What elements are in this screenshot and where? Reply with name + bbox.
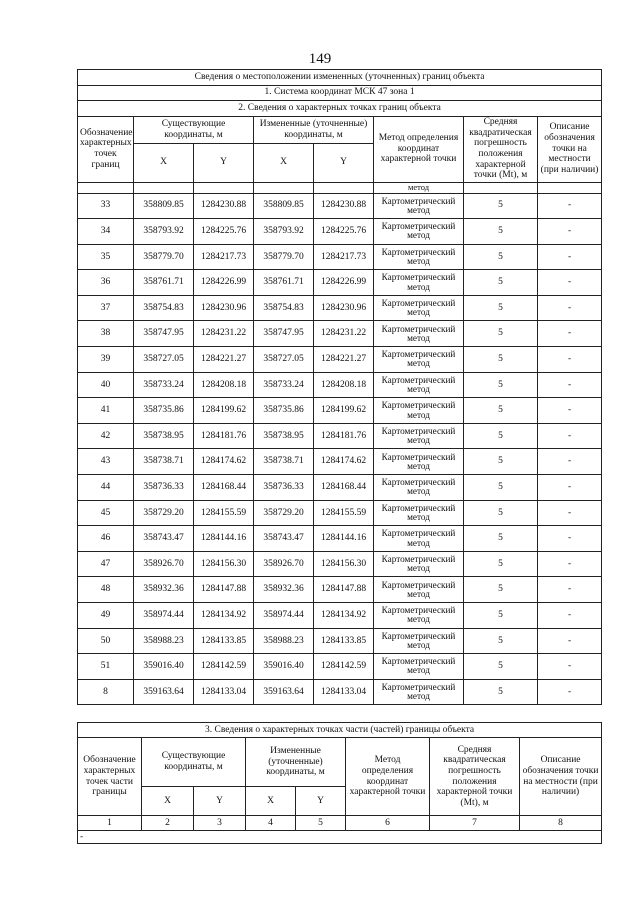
column-number: 1 <box>78 816 142 831</box>
existing-y-cell: 1284134.92 <box>194 603 254 629</box>
existing-x-cell: 358735.86 <box>134 398 194 424</box>
changed-x-cell: 358754.83 <box>254 295 314 321</box>
changed-y-cell: 1284155.59 <box>314 500 374 526</box>
method-cell: Картометрический метод <box>374 193 464 219</box>
existing-y-cell: 1284156.30 <box>194 551 254 577</box>
existing-x-cell: 358809.85 <box>134 193 194 219</box>
error-cell: 5 <box>464 321 538 347</box>
method-cell: Картометрический метод <box>374 270 464 296</box>
error-cell: 5 <box>464 551 538 577</box>
description-cell: - <box>538 679 602 705</box>
changed-y-cell: 1284226.99 <box>314 270 374 296</box>
changed-x-cell: 358738.71 <box>254 449 314 475</box>
point-cell: 39 <box>78 347 134 373</box>
coordinate-system: 1. Система координат МСК 47 зона 1 <box>78 85 602 101</box>
point-cell: 46 <box>78 526 134 552</box>
method-cell: Картометрический метод <box>374 244 464 270</box>
existing-y-cell: 1284155.59 <box>194 500 254 526</box>
table-row <box>78 423 602 449</box>
existing-y-cell: 1284199.62 <box>194 398 254 424</box>
existing-x-cell: 358743.47 <box>134 526 194 552</box>
changed-y-cell: 1284156.30 <box>314 551 374 577</box>
existing-x-cell: 358761.71 <box>134 270 194 296</box>
table-row <box>78 244 602 270</box>
header-existing-coords: Существующие координаты, м <box>134 116 254 143</box>
description-cell: - <box>538 423 602 449</box>
changed-y-cell: 1284231.22 <box>314 321 374 347</box>
parts-header-changed-coords: Измененные (уточненные) координаты, м <box>246 738 346 787</box>
parts-header-description: Описание обозначения точки на местности (при наличии) <box>520 738 602 816</box>
error-cell: 5 <box>464 423 538 449</box>
table-row <box>78 398 602 424</box>
description-cell: - <box>538 500 602 526</box>
existing-x-cell: 359016.40 <box>134 654 194 680</box>
table-row <box>78 679 602 705</box>
method-cell: Картометрический метод <box>374 551 464 577</box>
existing-x-cell: 358727.05 <box>134 347 194 373</box>
existing-y-cell: 1284181.76 <box>194 423 254 449</box>
method-cell: Картометрический метод <box>374 219 464 245</box>
column-number: 3 <box>194 816 246 831</box>
existing-y-cell: 1284168.44 <box>194 475 254 501</box>
existing-y-cell: 1284225.76 <box>194 219 254 245</box>
point-cell: 8 <box>78 679 134 705</box>
existing-x-cell: 358988.23 <box>134 628 194 654</box>
changed-x-cell: 358735.86 <box>254 398 314 424</box>
empty-row: - <box>78 831 602 844</box>
table-row <box>78 500 602 526</box>
error-cell: 5 <box>464 398 538 424</box>
header-existing-x: X <box>134 143 194 182</box>
description-cell: - <box>538 193 602 219</box>
changed-x-cell: 358809.85 <box>254 193 314 219</box>
existing-x-cell: 358926.70 <box>134 551 194 577</box>
method-cell: Картометрический метод <box>374 321 464 347</box>
existing-y-cell: 1284230.96 <box>194 295 254 321</box>
parts-header-existing-x: X <box>142 787 194 816</box>
points-table-title: 2. Сведения о характерных точках границ объекта <box>78 101 602 117</box>
point-cell: 38 <box>78 321 134 347</box>
existing-x-cell: 358729.20 <box>134 500 194 526</box>
header-changed-coords: Измененные (уточненные) координаты, м <box>254 116 374 143</box>
error-cell: 5 <box>464 244 538 270</box>
point-cell: 34 <box>78 219 134 245</box>
error-cell: 5 <box>464 628 538 654</box>
changed-x-cell: 358727.05 <box>254 347 314 373</box>
method-cell: Картометрический метод <box>374 295 464 321</box>
existing-y-cell: 1284226.99 <box>194 270 254 296</box>
column-number: 4 <box>246 816 296 831</box>
changed-y-cell: 1284225.76 <box>314 219 374 245</box>
column-number: 6 <box>346 816 430 831</box>
method-cell: Картометрический метод <box>374 475 464 501</box>
changed-y-cell: 1284181.76 <box>314 423 374 449</box>
changed-y-cell: 1284174.62 <box>314 449 374 475</box>
point-cell: 40 <box>78 372 134 398</box>
existing-y-cell: 1284133.85 <box>194 628 254 654</box>
changed-x-cell: 358736.33 <box>254 475 314 501</box>
header-designation: Обозначение характерных точек границ <box>78 116 134 182</box>
table-row <box>78 321 602 347</box>
existing-x-cell: 358754.83 <box>134 295 194 321</box>
table-row <box>78 475 602 501</box>
parts-header-error: Средняя квадратическая погрешность положения характерной точки (Mt), м <box>430 738 520 816</box>
changed-x-cell: 358793.92 <box>254 219 314 245</box>
method-cell: Картометрический метод <box>374 679 464 705</box>
table-row <box>78 449 602 475</box>
table-row <box>78 603 602 629</box>
parts-header-existing-coords: Существующие координаты, м <box>142 738 246 787</box>
error-cell: 5 <box>464 577 538 603</box>
error-cell: 5 <box>464 372 538 398</box>
description-cell: - <box>538 475 602 501</box>
description-cell: - <box>538 321 602 347</box>
existing-y-cell: 1284208.18 <box>194 372 254 398</box>
error-cell: 5 <box>464 500 538 526</box>
existing-x-cell: 358738.71 <box>134 449 194 475</box>
column-number: 5 <box>296 816 346 831</box>
header-changed-x: X <box>254 143 314 182</box>
changed-x-cell: 358932.36 <box>254 577 314 603</box>
changed-y-cell: 1284199.62 <box>314 398 374 424</box>
point-cell: 50 <box>78 628 134 654</box>
table-row <box>78 372 602 398</box>
existing-y-cell: 1284144.16 <box>194 526 254 552</box>
method-cell: Картометрический метод <box>374 372 464 398</box>
description-cell: - <box>538 398 602 424</box>
changed-x-cell: 359163.64 <box>254 679 314 705</box>
description-cell: - <box>538 577 602 603</box>
point-cell: 33 <box>78 193 134 219</box>
description-cell: - <box>538 628 602 654</box>
method-cell: Картометрический метод <box>374 449 464 475</box>
existing-x-cell: 358747.95 <box>134 321 194 347</box>
method-cell: Картометрический метод <box>374 398 464 424</box>
column-number: 7 <box>430 816 520 831</box>
parts-header-changed-x: X <box>246 787 296 816</box>
continuation-text: метод <box>374 182 464 193</box>
existing-x-cell: 359163.64 <box>134 679 194 705</box>
changed-y-cell: 1284133.85 <box>314 628 374 654</box>
existing-y-cell: 1284174.62 <box>194 449 254 475</box>
point-cell: 44 <box>78 475 134 501</box>
method-cell: Картометрический метод <box>374 500 464 526</box>
parts-table <box>77 722 602 844</box>
method-cell: Картометрический метод <box>374 423 464 449</box>
error-cell: 5 <box>464 270 538 296</box>
changed-y-cell: 1284133.04 <box>314 679 374 705</box>
existing-x-cell: 358932.36 <box>134 577 194 603</box>
changed-y-cell: 1284230.88 <box>314 193 374 219</box>
changed-y-cell: 1284168.44 <box>314 475 374 501</box>
method-cell: Картометрический метод <box>374 628 464 654</box>
description-cell: - <box>538 347 602 373</box>
method-cell: Картометрический метод <box>374 603 464 629</box>
changed-x-cell: 358729.20 <box>254 500 314 526</box>
section-title: Сведения о местоположении измененных (уточненных) границ объекта <box>78 70 602 86</box>
table-row <box>78 219 602 245</box>
points-table-body <box>78 193 602 705</box>
changed-y-cell: 1284147.88 <box>314 577 374 603</box>
point-cell: 51 <box>78 654 134 680</box>
point-cell: 48 <box>78 577 134 603</box>
header-method: Метод определения координат характерной точки <box>374 116 464 182</box>
error-cell: 5 <box>464 526 538 552</box>
table-row <box>78 270 602 296</box>
error-cell: 5 <box>464 219 538 245</box>
parts-header-method: Метод определения координат характерной точки <box>346 738 430 816</box>
parts-header-designation: Обозначение характерных точек части границы <box>78 738 142 816</box>
method-cell: Картометрический метод <box>374 347 464 373</box>
existing-y-cell: 1284217.73 <box>194 244 254 270</box>
header-existing-y: Y <box>194 143 254 182</box>
description-cell: - <box>538 526 602 552</box>
table-row <box>78 347 602 373</box>
changed-x-cell: 358926.70 <box>254 551 314 577</box>
description-cell: - <box>538 654 602 680</box>
existing-y-cell: 1284221.27 <box>194 347 254 373</box>
error-cell: 5 <box>464 449 538 475</box>
method-cell: Картометрический метод <box>374 577 464 603</box>
changed-y-cell: 1284134.92 <box>314 603 374 629</box>
existing-x-cell: 358779.70 <box>134 244 194 270</box>
parts-header-existing-y: Y <box>194 787 246 816</box>
point-cell: 43 <box>78 449 134 475</box>
existing-x-cell: 358974.44 <box>134 603 194 629</box>
header-error: Средняя квадратическая погрешность положения характерной точки (Mt), м <box>464 116 538 182</box>
header-description: Описание обозначения точки на местности (при наличии) <box>538 116 602 182</box>
description-cell: - <box>538 372 602 398</box>
point-cell: 36 <box>78 270 134 296</box>
existing-y-cell: 1284231.22 <box>194 321 254 347</box>
points-table <box>77 69 602 705</box>
table-row <box>78 628 602 654</box>
point-cell: 45 <box>78 500 134 526</box>
point-cell: 42 <box>78 423 134 449</box>
table-row <box>78 577 602 603</box>
changed-x-cell: 358988.23 <box>254 628 314 654</box>
page-number: 149 <box>308 51 332 67</box>
existing-x-cell: 358733.24 <box>134 372 194 398</box>
existing-y-cell: 1284133.04 <box>194 679 254 705</box>
existing-y-cell: 1284230.88 <box>194 193 254 219</box>
error-cell: 5 <box>464 347 538 373</box>
table-row <box>78 295 602 321</box>
changed-y-cell: 1284144.16 <box>314 526 374 552</box>
changed-x-cell: 358738.95 <box>254 423 314 449</box>
column-number: 8 <box>520 816 602 831</box>
parts-header-changed-y: Y <box>296 787 346 816</box>
existing-x-cell: 358738.95 <box>134 423 194 449</box>
error-cell: 5 <box>464 654 538 680</box>
existing-y-cell: 1284147.88 <box>194 577 254 603</box>
description-cell: - <box>538 551 602 577</box>
description-cell: - <box>538 295 602 321</box>
changed-x-cell: 358747.95 <box>254 321 314 347</box>
changed-y-cell: 1284221.27 <box>314 347 374 373</box>
error-cell: 5 <box>464 295 538 321</box>
point-cell: 47 <box>78 551 134 577</box>
changed-x-cell: 358743.47 <box>254 526 314 552</box>
table-row <box>78 551 602 577</box>
method-cell: Картометрический метод <box>374 526 464 552</box>
header-changed-y: Y <box>314 143 374 182</box>
changed-y-cell: 1284230.96 <box>314 295 374 321</box>
table-row <box>78 193 602 219</box>
error-cell: 5 <box>464 475 538 501</box>
changed-y-cell: 1284208.18 <box>314 372 374 398</box>
point-cell: 37 <box>78 295 134 321</box>
error-cell: 5 <box>464 679 538 705</box>
changed-x-cell: 358779.70 <box>254 244 314 270</box>
description-cell: - <box>538 219 602 245</box>
description-cell: - <box>538 603 602 629</box>
changed-x-cell: 358974.44 <box>254 603 314 629</box>
point-cell: 35 <box>78 244 134 270</box>
column-number: 2 <box>142 816 194 831</box>
existing-x-cell: 358736.33 <box>134 475 194 501</box>
table-row <box>78 526 602 552</box>
error-cell: 5 <box>464 603 538 629</box>
table-row <box>78 654 602 680</box>
point-cell: 49 <box>78 603 134 629</box>
description-cell: - <box>538 449 602 475</box>
description-cell: - <box>538 244 602 270</box>
changed-x-cell: 359016.40 <box>254 654 314 680</box>
point-cell: 41 <box>78 398 134 424</box>
existing-y-cell: 1284142.59 <box>194 654 254 680</box>
description-cell: - <box>538 270 602 296</box>
parts-table-title: 3. Сведения о характерных точках части (частей) границы объекта <box>78 723 602 738</box>
existing-x-cell: 358793.92 <box>134 219 194 245</box>
changed-y-cell: 1284142.59 <box>314 654 374 680</box>
changed-x-cell: 358761.71 <box>254 270 314 296</box>
error-cell: 5 <box>464 193 538 219</box>
method-cell: Картометрический метод <box>374 654 464 680</box>
changed-y-cell: 1284217.73 <box>314 244 374 270</box>
changed-x-cell: 358733.24 <box>254 372 314 398</box>
